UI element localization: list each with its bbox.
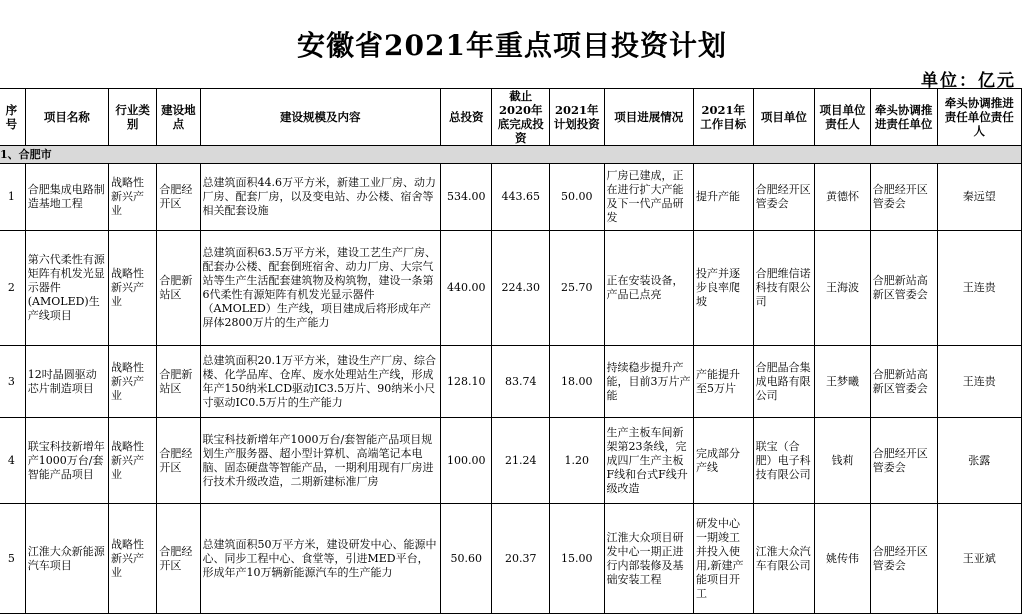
unit-label: 单位：亿元	[921, 71, 1016, 91]
page-title: 安徽省2021年重点项目投资计划	[297, 29, 727, 62]
cell-lead-person: 王连贵	[937, 231, 1021, 346]
cell-lead-org: 合肥新站高新区管委会	[870, 231, 937, 346]
cell-goal2021: 投产并逐步良率爬坡	[693, 231, 753, 346]
cell-done2020: 443.65	[492, 164, 550, 231]
cell-total: 534.00	[441, 164, 492, 231]
cell-seq: 5	[0, 504, 25, 614]
cell-goal2021: 提升产能	[693, 164, 753, 231]
cell-goal2021: 研发中心一期竣工并投入使用,新建产能项目开工	[693, 504, 753, 614]
table-row	[0, 231, 1022, 346]
cell-location: 合肥新站区	[157, 346, 200, 418]
progress-text: 生产主板车间新架第23条线，完成四厂生产主板F线和台式F线升级改造	[606, 425, 688, 495]
cell-location: 合肥经开区	[157, 418, 200, 504]
header-goal2021: 2021年工作目标	[693, 89, 753, 146]
cell-unit-person: 黄德怀	[815, 164, 871, 231]
cell-unit-person: 王梦曦	[815, 346, 871, 418]
cell-name: 联宝科技新增年产1000万台/套智能产品项目	[25, 418, 108, 504]
cell-progress: 持续稳步提升产能，目前3万片产能	[604, 346, 693, 418]
cell-unit-person: 姚传伟	[815, 504, 871, 614]
cell-unit-org: 合肥维信诺科技有限公司	[753, 231, 815, 346]
cell-done2020: 20.37	[492, 504, 550, 614]
header-name: 项目名称	[25, 89, 108, 146]
header-location: 建设地点	[157, 89, 200, 146]
cell-plan2021: 15.00	[550, 504, 604, 614]
cell-seq: 3	[0, 346, 25, 418]
cell-lead-org: 合肥经开区管委会	[870, 418, 937, 504]
header-lead-person: 牵头协调推进责任单位责任人	[937, 89, 1021, 146]
cell-scope: 总建筑面积63.5万平方米，建设工艺生产厂房、配套办公楼、配套倒班宿舍、动力厂房、大宗气站等生产生活配套建筑物及构筑物，建设一条第6代柔性有源矩阵有机发光显示器件（AMOLED）生产线，项目建成后将形成年产屏体2800万片的生产能力	[200, 231, 441, 346]
cell-unit-person: 王海波	[815, 231, 871, 346]
cell-name: 江淮大众新能源汽车项目	[25, 504, 108, 614]
cell-lead-person: 秦远望	[937, 164, 1021, 231]
cell-done2020: 224.30	[492, 231, 550, 346]
cell-progress: 江淮大众项目研发中心一期正进行内部装修及基础安装工程	[604, 504, 693, 614]
section-label: 1、合肥市	[0, 146, 1022, 164]
cell-unit-org: 合肥晶合集成电路有限公司	[753, 346, 815, 418]
cell-scope: 总建筑面积44.6万平方米，新建工业厂房、动力厂房、配套厂房，以及变电站、办公楼、宿舍等相关配套设施	[200, 164, 441, 231]
cell-name: 第六代柔性有源矩阵有机发光显示器件(AMOLED)生产线项目	[25, 231, 108, 346]
cell-seq: 1	[0, 164, 25, 231]
cell-plan2021: 25.70	[550, 231, 604, 346]
table-row	[0, 346, 1022, 418]
cell-goal2021: 产能提升至5万片	[693, 346, 753, 418]
table-row	[0, 418, 1022, 504]
header-lead-org: 牵头协调推进责任单位	[870, 89, 937, 146]
cell-seq: 2	[0, 231, 25, 346]
header-progress: 项目进展情况	[604, 89, 693, 146]
cell-industry: 战略性新兴产业	[109, 164, 157, 231]
cell-plan2021: 50.00	[550, 164, 604, 231]
cell-location: 合肥经开区	[157, 504, 200, 614]
cell-progress: 厂房已建成，正在进行扩大产能及下一代产品研发	[604, 164, 693, 231]
cell-lead-person: 王亚斌	[937, 504, 1021, 614]
cell-total: 100.00	[441, 418, 492, 504]
cell-scope: 联宝科技新增年产1000万台/套智能产品项目规划生产服务器、超小型计算机、高端笔记本电脑、固态硬盘等智能产品，一期利用现有厂房进行技术升级改造，二期新建标准厂房	[200, 418, 441, 504]
cell-seq: 4	[0, 418, 25, 504]
cell-industry: 战略性新兴产业	[109, 418, 157, 504]
header-total: 总投资	[441, 89, 492, 146]
cell-total: 440.00	[441, 231, 492, 346]
cell-lead-org: 合肥新站高新区管委会	[870, 346, 937, 418]
header-scope: 建设规模及内容	[200, 89, 441, 146]
cell-unit-person: 钱莉	[815, 418, 871, 504]
cell-scope: 总建筑面积20.1万平方米，建设生产厂房、综合楼、化学品库、仓库、废水处理站生产线，形成年产150纳米LCD驱动IC3.5万片、90纳米小尺寸驱动IC0.5万片的生产能力	[200, 346, 441, 418]
table-row	[0, 164, 1022, 231]
cell-location: 合肥经开区	[157, 164, 200, 231]
header-unit-org: 项目单位	[753, 89, 815, 146]
cell-goal2021: 完成部分产线	[693, 418, 753, 504]
cell-progress	[604, 418, 693, 504]
cell-progress: 正在安装设备，产品已点亮	[604, 231, 693, 346]
cell-unit-org: 合肥经开区管委会	[753, 164, 815, 231]
section-row	[0, 146, 1022, 164]
project-table	[0, 88, 1022, 614]
cell-scope: 总建筑面积50万平方米，建设研发中心、能源中心、同步工程中心、食堂等，引进MED平台，形成年产10万辆新能源汽车的生产能力	[200, 504, 441, 614]
cell-industry: 战略性新兴产业	[109, 504, 157, 614]
cell-unit-org: 联宝（合肥）电子科技有限公司	[753, 418, 815, 504]
header-unit-person: 项目单位责任人	[815, 89, 871, 146]
cell-done2020: 21.24	[492, 418, 550, 504]
table-row	[0, 504, 1022, 614]
header-industry: 行业类别	[109, 89, 157, 146]
cell-industry: 战略性新兴产业	[109, 231, 157, 346]
header-seq: 序号	[0, 89, 25, 146]
cell-lead-person: 王连贵	[937, 346, 1021, 418]
header-done2020: 截止2020年底完成投资	[492, 89, 550, 146]
cell-lead-org: 合肥经开区管委会	[870, 504, 937, 614]
header-row	[0, 89, 1022, 146]
cell-lead-org: 合肥经开区管委会	[870, 164, 937, 231]
cell-industry: 战略性新兴产业	[109, 346, 157, 418]
cell-name: 12吋晶圆驱动芯片制造项目	[25, 346, 108, 418]
cell-total: 128.10	[441, 346, 492, 418]
cell-lead-person: 张露	[937, 418, 1021, 504]
cell-unit-org: 江淮大众汽车有限公司	[753, 504, 815, 614]
cell-plan2021: 18.00	[550, 346, 604, 418]
header-plan2021: 2021年计划投资	[550, 89, 604, 146]
cell-plan2021: 1.20	[550, 418, 604, 504]
cell-total: 50.60	[441, 504, 492, 614]
cell-location: 合肥新站区	[157, 231, 200, 346]
cell-done2020: 83.74	[492, 346, 550, 418]
cell-name: 合肥集成电路制造基地工程	[25, 164, 108, 231]
